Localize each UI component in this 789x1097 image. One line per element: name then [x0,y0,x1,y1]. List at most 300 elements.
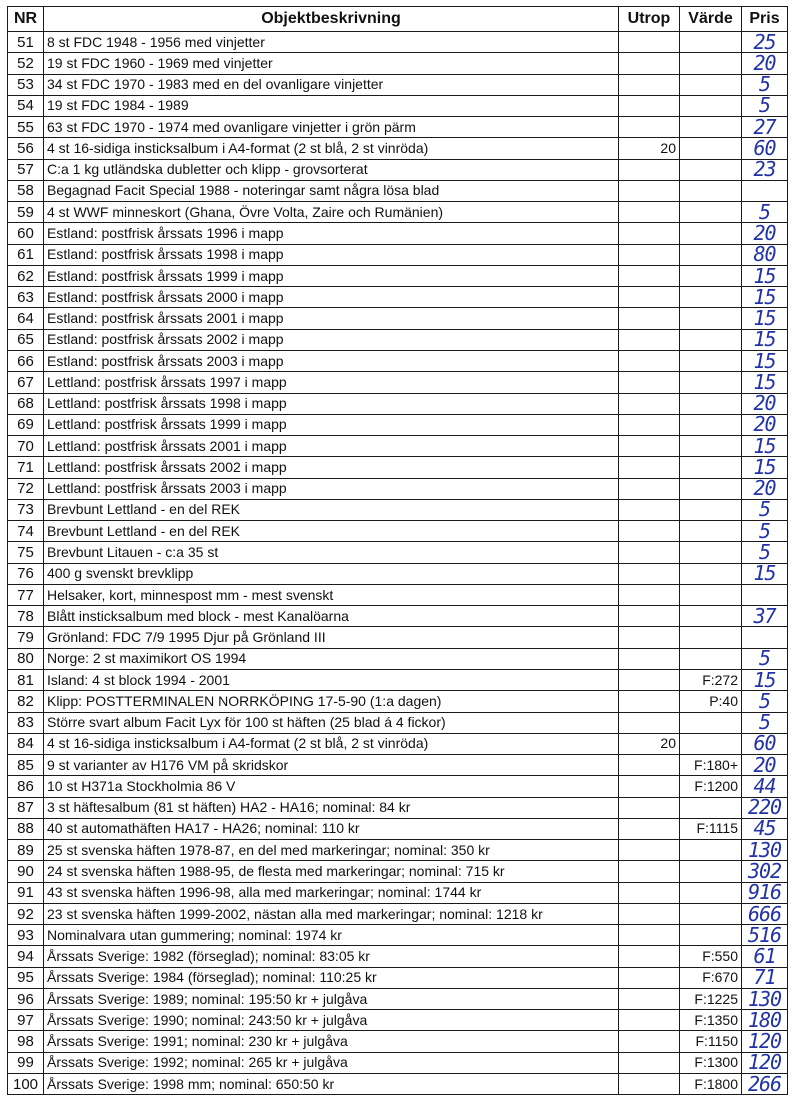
table-row [8,436,788,457]
catalogue-value [680,74,742,95]
handwritten-price: 120 [742,1052,788,1073]
starting-price [619,669,680,690]
lot-description: 34 st FDC 1970 - 1983 med en del ovanligare vinjetter [44,74,619,95]
handwritten-price: 15 [742,436,788,457]
handwritten-price: 916 [742,882,788,903]
table-row [8,32,788,53]
lot-description: 8 st FDC 1948 - 1956 med vinjetter [44,32,619,53]
lot-description: 9 st varianter av H176 VM på skridskor [44,755,619,776]
table-row [8,265,788,286]
lot-description: C:a 1 kg utländska dubletter och klipp - grovsorterat [44,159,619,180]
table-row [8,797,788,818]
starting-price [619,903,680,924]
lot-description: 19 st FDC 1984 - 1989 [44,95,619,116]
starting-price [619,818,680,839]
starting-price [619,159,680,180]
handwritten-price: 27 [742,117,788,138]
table-row [8,202,788,223]
lot-number: 72 [8,478,44,499]
lot-number: 60 [8,223,44,244]
handwritten-price: 15 [742,287,788,308]
table-row [8,393,788,414]
handwritten-price: 220 [742,797,788,818]
lot-number: 65 [8,329,44,350]
lot-number: 90 [8,861,44,882]
lot-description: Blått insticksalbum med block - mest Kanalöarna [44,606,619,627]
lot-description: Estland: postfrisk årssats 1999 i mapp [44,265,619,286]
handwritten-price: 15 [742,457,788,478]
lot-description: Island: 4 st block 1994 - 2001 [44,669,619,690]
lot-description: 40 st automathäften HA17 - HA26; nominal: 110 kr [44,818,619,839]
starting-price [619,1010,680,1031]
lot-number: 54 [8,95,44,116]
handwritten-price [742,180,788,201]
lot-number: 99 [8,1052,44,1073]
lot-number: 96 [8,988,44,1009]
lot-number: 55 [8,117,44,138]
table-row [8,117,788,138]
table-row [8,244,788,265]
table-body [8,32,788,1095]
catalogue-value: F:1800 [680,1074,742,1095]
handwritten-price: 15 [742,669,788,690]
handwritten-price: 71 [742,967,788,988]
starting-price [619,95,680,116]
lot-number: 91 [8,882,44,903]
starting-price [619,988,680,1009]
handwritten-price: 15 [742,563,788,584]
lot-number: 67 [8,372,44,393]
lot-number: 64 [8,308,44,329]
lot-description: Klipp: POSTTERMINALEN NORRKÖPING 17-5-90 (1:a dagen) [44,691,619,712]
table-row [8,499,788,520]
lot-number: 87 [8,797,44,818]
handwritten-price: 15 [742,265,788,286]
catalogue-value [680,32,742,53]
catalogue-value [680,606,742,627]
starting-price [619,74,680,95]
lot-number: 51 [8,32,44,53]
starting-price [619,372,680,393]
lot-number: 56 [8,138,44,159]
lot-number: 61 [8,244,44,265]
starting-price [619,457,680,478]
handwritten-price [742,584,788,605]
handwritten-price: 20 [742,393,788,414]
handwritten-price: 20 [742,414,788,435]
lot-description: Brevbunt Lettland - en del REK [44,521,619,542]
catalogue-value [680,563,742,584]
table-row [8,648,788,669]
starting-price: 20 [619,733,680,754]
starting-price [619,627,680,648]
lot-number: 85 [8,755,44,776]
lot-description: Estland: postfrisk årssats 2002 i mapp [44,329,619,350]
table-row [8,925,788,946]
lot-number: 97 [8,1010,44,1031]
catalogue-value [680,457,742,478]
catalogue-value [680,223,742,244]
handwritten-price: 61 [742,946,788,967]
catalogue-value: P:40 [680,691,742,712]
lot-number: 84 [8,733,44,754]
lot-number: 86 [8,776,44,797]
table-row [8,1074,788,1095]
starting-price [619,308,680,329]
starting-price [619,1052,680,1073]
catalogue-value [680,861,742,882]
lot-number: 63 [8,287,44,308]
lot-description: Estland: postfrisk årssats 1996 i mapp [44,223,619,244]
lot-description: 24 st svenska häften 1988-95, de flesta med markeringar; nominal: 715 kr [44,861,619,882]
table-row [8,755,788,776]
table-row [8,776,788,797]
catalogue-value [680,648,742,669]
catalogue-value [680,627,742,648]
starting-price: 20 [619,138,680,159]
lot-description: Lettland: postfrisk årssats 2002 i mapp [44,457,619,478]
table-row [8,308,788,329]
starting-price [619,32,680,53]
header-nr: NR [8,7,44,32]
table-row [8,563,788,584]
handwritten-price: 15 [742,329,788,350]
starting-price [619,499,680,520]
catalogue-value: F:1200 [680,776,742,797]
lot-number: 58 [8,180,44,201]
handwritten-price [742,627,788,648]
starting-price [619,606,680,627]
catalogue-value [680,882,742,903]
lot-number: 78 [8,606,44,627]
starting-price [619,350,680,371]
catalogue-value [680,95,742,116]
handwritten-price: 60 [742,138,788,159]
catalogue-value [680,521,742,542]
lot-description: Lettland: postfrisk årssats 1998 i mapp [44,393,619,414]
table-row [8,1010,788,1031]
handwritten-price: 120 [742,1031,788,1052]
starting-price [619,223,680,244]
handwritten-price: 5 [742,648,788,669]
table-row [8,223,788,244]
catalogue-value [680,436,742,457]
starting-price [619,840,680,861]
table-row [8,457,788,478]
starting-price [619,244,680,265]
handwritten-price: 666 [742,903,788,924]
lot-number: 95 [8,967,44,988]
table-row [8,584,788,605]
handwritten-price: 5 [742,542,788,563]
lot-number: 88 [8,818,44,839]
table-row [8,478,788,499]
lot-number: 82 [8,691,44,712]
lot-description: Norge: 2 st maximikort OS 1994 [44,648,619,669]
lot-number: 92 [8,903,44,924]
handwritten-price: 80 [742,244,788,265]
catalogue-value [680,478,742,499]
starting-price [619,542,680,563]
table-row [8,95,788,116]
handwritten-price: 60 [742,733,788,754]
handwritten-price: 5 [742,712,788,733]
starting-price [619,648,680,669]
handwritten-price: 5 [742,95,788,116]
catalogue-value [680,287,742,308]
catalogue-value [680,733,742,754]
handwritten-price: 20 [742,53,788,74]
catalogue-value [680,202,742,223]
table-row [8,542,788,563]
table-row [8,861,788,882]
handwritten-price: 180 [742,1010,788,1031]
starting-price [619,797,680,818]
starting-price [619,584,680,605]
table-row [8,627,788,648]
starting-price [619,712,680,733]
starting-price [619,180,680,201]
lot-description: 4 st 16-sidiga insticksalbum i A4-format (2 st blå, 2 st vinröda) [44,138,619,159]
lot-number: 68 [8,393,44,414]
table-row [8,840,788,861]
header-utrop: Utrop [619,7,680,32]
lot-number: 59 [8,202,44,223]
catalogue-value [680,925,742,946]
catalogue-value [680,712,742,733]
handwritten-price: 23 [742,159,788,180]
catalogue-value [680,117,742,138]
lot-description: 23 st svenska häften 1999-2002, nästan alla med markeringar; nominal: 1218 kr [44,903,619,924]
handwritten-price: 25 [742,32,788,53]
lot-description: 3 st häftesalbum (81 st häften) HA2 - HA16; nominal: 84 kr [44,797,619,818]
table-row [8,180,788,201]
catalogue-value: F:550 [680,946,742,967]
starting-price [619,329,680,350]
table-row [8,818,788,839]
catalogue-value: F:1115 [680,818,742,839]
lot-description: Grönland: FDC 7/9 1995 Djur på Grönland III [44,627,619,648]
starting-price [619,414,680,435]
lot-number: 66 [8,350,44,371]
lot-number: 57 [8,159,44,180]
table-row [8,74,788,95]
handwritten-price: 5 [742,202,788,223]
catalogue-value: F:1350 [680,1010,742,1031]
starting-price [619,117,680,138]
starting-price [619,861,680,882]
starting-price [619,967,680,988]
catalogue-value [680,329,742,350]
header-varde: Värde [680,7,742,32]
header-row [8,7,788,32]
catalogue-value: F:1225 [680,988,742,1009]
catalogue-value [680,903,742,924]
starting-price [619,925,680,946]
lot-description: Lettland: postfrisk årssats 1997 i mapp [44,372,619,393]
lot-description: Estland: postfrisk årssats 1998 i mapp [44,244,619,265]
catalogue-value [680,265,742,286]
lot-description: Årssats Sverige: 1998 mm; nominal: 650:50 kr [44,1074,619,1095]
table-row [8,967,788,988]
table-row [8,53,788,74]
lot-description: Årssats Sverige: 1982 (förseglad); nominal: 83:05 kr [44,946,619,967]
lot-description: 10 st H371a Stockholmia 86 V [44,776,619,797]
lot-number: 81 [8,669,44,690]
handwritten-price: 266 [742,1074,788,1095]
table-row [8,606,788,627]
lot-description: 43 st svenska häften 1996-98, alla med markeringar; nominal: 1744 kr [44,882,619,903]
handwritten-price: 20 [742,478,788,499]
lot-number: 94 [8,946,44,967]
table-row [8,946,788,967]
handwritten-price: 516 [742,925,788,946]
lot-description: 19 st FDC 1960 - 1969 med vinjetter [44,53,619,74]
lot-description: Estland: postfrisk årssats 2000 i mapp [44,287,619,308]
header-description: Objektbeskrivning [44,7,619,32]
starting-price [619,882,680,903]
handwritten-price: 15 [742,372,788,393]
catalogue-value [680,350,742,371]
handwritten-price: 20 [742,223,788,244]
starting-price [619,755,680,776]
lot-number: 77 [8,584,44,605]
table-row [8,159,788,180]
lot-number: 89 [8,840,44,861]
catalogue-value [680,499,742,520]
table-row [8,903,788,924]
lot-description: Lettland: postfrisk årssats 2001 i mapp [44,436,619,457]
lot-number: 83 [8,712,44,733]
lot-number: 100 [8,1074,44,1095]
catalogue-value [680,542,742,563]
header-pris: Pris [742,7,788,32]
table-row [8,882,788,903]
catalogue-value [680,414,742,435]
lot-number: 79 [8,627,44,648]
lot-description: Årssats Sverige: 1990; nominal: 243:50 kr + julgåva [44,1010,619,1031]
handwritten-price: 302 [742,861,788,882]
lot-description: Årssats Sverige: 1991; nominal: 230 kr + julgåva [44,1031,619,1052]
catalogue-value [680,840,742,861]
handwritten-price: 130 [742,988,788,1009]
table-row [8,1031,788,1052]
handwritten-price: 44 [742,776,788,797]
lot-number: 74 [8,521,44,542]
handwritten-price: 130 [742,840,788,861]
table-row [8,712,788,733]
catalogue-value: F:670 [680,967,742,988]
table-row [8,1052,788,1073]
lot-description: Lettland: postfrisk årssats 2003 i mapp [44,478,619,499]
handwritten-price: 5 [742,691,788,712]
lot-description: Brevbunt Litauen - c:a 35 st [44,542,619,563]
catalogue-value: F:180+ [680,755,742,776]
lot-description: 400 g svenskt brevklipp [44,563,619,584]
lot-description: Begagnad Facit Special 1988 - noteringar samt några lösa blad [44,180,619,201]
starting-price [619,1031,680,1052]
catalogue-value [680,372,742,393]
lot-number: 71 [8,457,44,478]
lot-description: Helsaker, kort, minnespost mm - mest svenskt [44,584,619,605]
starting-price [619,691,680,712]
lot-description: Lettland: postfrisk årssats 1999 i mapp [44,414,619,435]
table-row [8,138,788,159]
table-row [8,350,788,371]
catalogue-value [680,584,742,605]
starting-price [619,393,680,414]
lot-description: Estland: postfrisk årssats 2001 i mapp [44,308,619,329]
lot-number: 53 [8,74,44,95]
starting-price [619,563,680,584]
starting-price [619,521,680,542]
handwritten-price: 20 [742,755,788,776]
lot-number: 62 [8,265,44,286]
lot-number: 69 [8,414,44,435]
lot-description: Brevbunt Lettland - en del REK [44,499,619,520]
starting-price [619,287,680,308]
starting-price [619,478,680,499]
auction-list-sheet [7,6,787,1095]
starting-price [619,1074,680,1095]
starting-price [619,53,680,74]
starting-price [619,202,680,223]
handwritten-price: 5 [742,74,788,95]
auction-table [7,6,788,1095]
handwritten-price: 37 [742,606,788,627]
catalogue-value: F:1150 [680,1031,742,1052]
catalogue-value [680,53,742,74]
lot-number: 80 [8,648,44,669]
table-row [8,372,788,393]
handwritten-price: 15 [742,350,788,371]
table-row [8,287,788,308]
catalogue-value [680,308,742,329]
table-row [8,988,788,1009]
handwritten-price: 15 [742,308,788,329]
lot-number: 70 [8,436,44,457]
table-row [8,329,788,350]
catalogue-value [680,797,742,818]
starting-price [619,436,680,457]
catalogue-value [680,393,742,414]
handwritten-price: 5 [742,499,788,520]
lot-description: 63 st FDC 1970 - 1974 med ovanligare vinjetter i grön pärm [44,117,619,138]
catalogue-value [680,244,742,265]
lot-number: 98 [8,1031,44,1052]
catalogue-value [680,159,742,180]
catalogue-value [680,138,742,159]
lot-description: Årssats Sverige: 1989; nominal: 195:50 kr + julgåva [44,988,619,1009]
lot-description: 4 st 16-sidiga insticksalbum i A4-format (2 st blå, 2 st vinröda) [44,733,619,754]
catalogue-value: F:272 [680,669,742,690]
lot-description: Estland: postfrisk årssats 2003 i mapp [44,350,619,371]
lot-description: Nominalvara utan gummering; nominal: 1974 kr [44,925,619,946]
table-row [8,414,788,435]
lot-number: 76 [8,563,44,584]
lot-number: 93 [8,925,44,946]
starting-price [619,265,680,286]
handwritten-price: 45 [742,818,788,839]
table-row [8,669,788,690]
lot-description: 25 st svenska häften 1978-87, en del med markeringar; nominal: 350 kr [44,840,619,861]
starting-price [619,946,680,967]
lot-number: 52 [8,53,44,74]
lot-description: Årssats Sverige: 1984 (förseglad); nominal: 110:25 kr [44,967,619,988]
starting-price [619,776,680,797]
table-row [8,733,788,754]
lot-description: 4 st WWF minneskort (Ghana, Övre Volta, Zaire och Rumänien) [44,202,619,223]
